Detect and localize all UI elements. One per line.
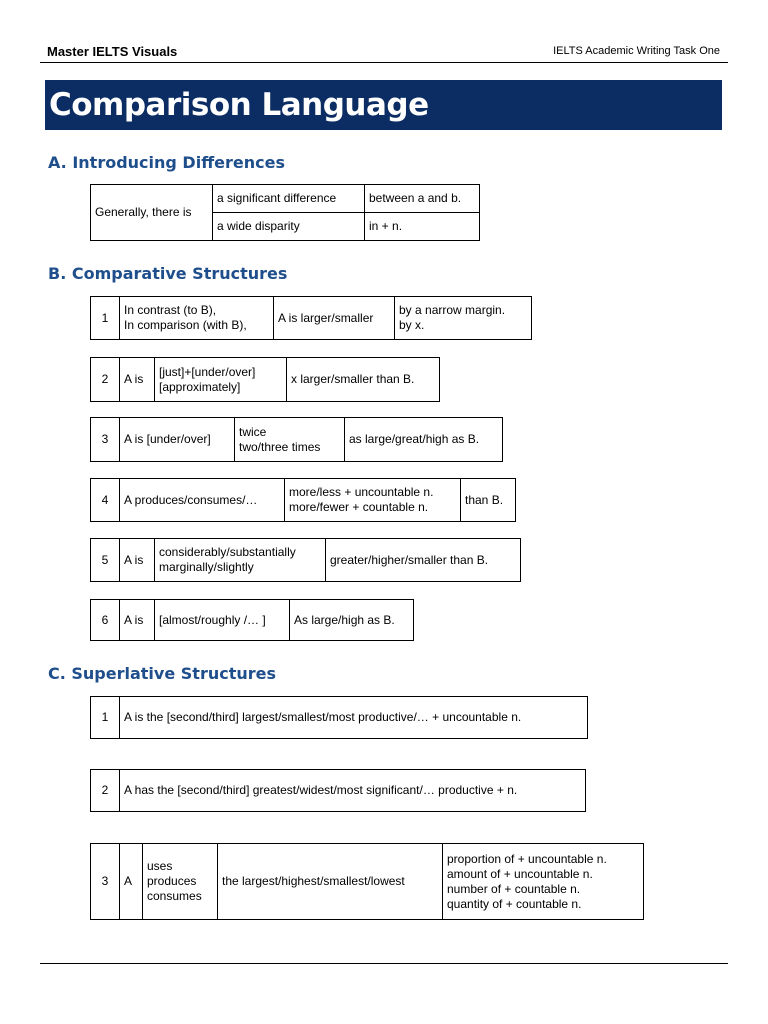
superlative-table-3 (90, 843, 644, 920)
row-number: 5 (91, 539, 120, 582)
comparative-cell: [almost/roughly /… ] (155, 600, 290, 641)
title-banner (45, 80, 722, 130)
row-number: 6 (91, 600, 120, 641)
superlative-cell: A (120, 844, 143, 920)
comparative-line: more/fewer + countable n. (289, 500, 429, 514)
superlative-verbs-cell (143, 844, 218, 920)
comparative-cell: A is larger/smaller (274, 297, 395, 340)
row-number: 2 (91, 358, 120, 402)
superlative-line: number of + countable n. (447, 881, 581, 896)
comparative-cell (395, 297, 532, 340)
section-a-heading: A. Introducing Differences (48, 153, 285, 172)
section-c-heading: C. Superlative Structures (48, 664, 277, 683)
comparative-cell (155, 539, 326, 582)
comparative-line: In comparison (with B), (124, 318, 247, 332)
row-number: 1 (91, 697, 120, 739)
superlative-table-2 (90, 769, 586, 812)
intro-cell: between a and b. (365, 185, 480, 213)
row-number: 3 (91, 844, 120, 920)
comparative-table-5 (90, 538, 521, 582)
comparative-line: by x. (399, 318, 425, 332)
comparative-table-2 (90, 357, 440, 402)
comparative-cell (120, 297, 274, 340)
row-number: 4 (91, 479, 120, 522)
superlative-line: proportion of + uncountable n. (447, 851, 607, 866)
comparative-line: considerably/substantially (159, 545, 296, 559)
comparative-table-4 (90, 478, 516, 522)
comparative-table-1 (90, 296, 532, 340)
intro-cell: in + n. (365, 213, 480, 241)
superlative-line: amount of + uncountable n. (447, 866, 593, 881)
footer-divider (40, 963, 728, 964)
comparative-cell: As large/high as B. (290, 600, 414, 641)
superlative-cell: the largest/highest/smallest/lowest (218, 844, 443, 920)
header-right-title: IELTS Academic Writing Task One (553, 45, 720, 57)
comparative-cell: than B. (461, 479, 516, 522)
intro-lead-cell: Generally, there is (91, 185, 213, 241)
introducing-differences-table (90, 184, 480, 241)
comparative-cell: A is (120, 600, 155, 641)
intro-cell: a significant difference (213, 185, 365, 213)
comparative-line: In contrast (to B), (124, 303, 217, 317)
comparative-cell: A produces/consumes/… (120, 479, 285, 522)
comparative-cell: greater/higher/smaller than B. (326, 539, 521, 582)
page-title: Comparison Language (49, 87, 429, 123)
comparative-cell: A is (120, 539, 155, 582)
comparative-cell: x larger/smaller than B. (287, 358, 440, 402)
comparative-line: twice (239, 424, 267, 439)
header-left-title: Master IELTS Visuals (47, 44, 178, 59)
superlative-line: consumes (147, 889, 202, 903)
comparative-cell: A is (120, 358, 155, 402)
comparative-table-6 (90, 599, 414, 641)
comparative-cell (235, 418, 345, 462)
comparative-line: marginally/slightly (159, 560, 254, 574)
intro-cell: a wide disparity (213, 213, 365, 241)
comparative-cell: as large/great/high as B. (345, 418, 503, 462)
comparative-table-3 (90, 417, 503, 462)
row-number: 1 (91, 297, 120, 340)
comparative-cell: A is [under/over] (120, 418, 235, 462)
comparative-line: [approximately] (159, 379, 241, 394)
comparative-cell (155, 358, 287, 402)
row-number: 3 (91, 418, 120, 462)
row-number: 2 (91, 770, 120, 812)
comparative-line: two/three times (239, 439, 321, 454)
superlative-cell: A has the [second/third] greatest/widest/most significant/… productive + n. (120, 770, 586, 812)
comparative-line: [just]+[under/over] (159, 364, 256, 379)
superlative-line: produces (147, 874, 197, 888)
comparative-cell (285, 479, 461, 522)
superlative-cell: A is the [second/third] largest/smallest/most productive/… + uncountable n. (120, 697, 588, 739)
comparative-line: by a narrow margin. (399, 303, 506, 317)
section-b-heading: B. Comparative Structures (48, 264, 288, 283)
comparative-line: more/less + uncountable n. (289, 485, 434, 499)
superlative-table-1 (90, 696, 588, 739)
superlative-line: quantity of + countable n. (447, 896, 582, 911)
superlative-line: uses (147, 859, 173, 873)
header-divider (40, 62, 728, 63)
superlative-objects-cell (443, 844, 644, 920)
